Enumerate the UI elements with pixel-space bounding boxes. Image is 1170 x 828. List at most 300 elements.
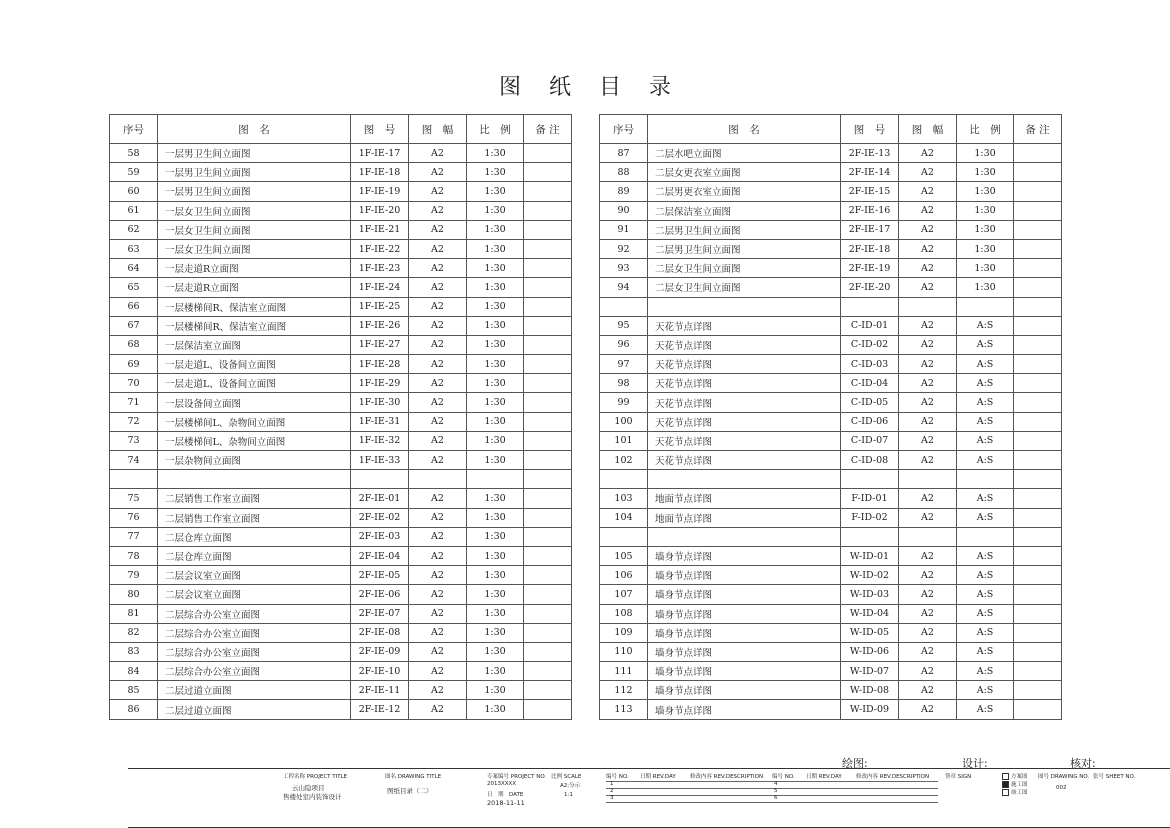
cell-size: A2 (899, 201, 957, 220)
cell-scale: A:S (957, 412, 1014, 431)
cell-note (524, 412, 572, 431)
table-row (600, 623, 1062, 642)
cell-no: 68 (110, 335, 158, 354)
cell-size: A2 (899, 355, 957, 374)
cell-note (524, 662, 572, 681)
table-row (600, 239, 1062, 258)
cell-code: 2F-IE-01 (351, 489, 409, 508)
cell-no: 84 (110, 662, 158, 681)
cell-no: 90 (600, 201, 648, 220)
cell-no: 67 (110, 316, 158, 335)
cell-scale: A:S (957, 431, 1014, 450)
cell-note (1014, 297, 1062, 316)
cell-note (524, 374, 572, 393)
cell-code: 2F-IE-02 (351, 508, 409, 527)
cell-scale: A:S (957, 451, 1014, 470)
table-row (600, 201, 1062, 220)
rev-row-divider (606, 795, 938, 796)
cell-name: 一层楼梯间L、杂物间立面图 (158, 431, 351, 450)
cell-size: A2 (899, 566, 957, 585)
title-char: 纸 (548, 75, 571, 100)
cell-scale: 1:30 (467, 316, 524, 335)
drawing-index-table-right (599, 114, 1062, 720)
cell-scale: 1:30 (467, 662, 524, 681)
cell-code: 1F-IE-23 (351, 259, 409, 278)
cell-scale: A:S (957, 546, 1014, 565)
cell-code: 2F-IE-04 (351, 546, 409, 565)
table-row (600, 163, 1062, 182)
cell-size: A2 (899, 374, 957, 393)
cell-note (1014, 259, 1062, 278)
cell-name: 一层走道L、设备间立面图 (158, 355, 351, 374)
cell-no: 89 (600, 182, 648, 201)
cell-no: 80 (110, 585, 158, 604)
cell-code: 1F-IE-27 (351, 335, 409, 354)
header-name: 图 名 (648, 115, 841, 144)
header-name: 图 名 (158, 115, 351, 144)
cell-no: 101 (600, 431, 648, 450)
cell-size (899, 527, 957, 546)
drawing-no-label: 图号 DRAWING NO. (1038, 774, 1090, 780)
cell-code (841, 297, 899, 316)
cell-name: 墙身节点详图 (648, 623, 841, 642)
cell-size: A2 (409, 355, 467, 374)
cell-name: 二层过道立面图 (158, 700, 351, 719)
cell-size: A2 (409, 412, 467, 431)
cell-note (524, 182, 572, 201)
cell-note (524, 700, 572, 719)
cell-scale: 1:30 (467, 623, 524, 642)
cell-scale: 1:30 (467, 508, 524, 527)
cell-no: 96 (600, 335, 648, 354)
cell-note (1014, 489, 1062, 508)
cell-no: 112 (600, 681, 648, 700)
cell-scale (957, 527, 1014, 546)
cell-scale: A:S (957, 393, 1014, 412)
cell-no: 95 (600, 316, 648, 335)
cell-scale: 1:30 (467, 431, 524, 450)
scale-value-2: 1:1 (564, 792, 573, 798)
cell-code: C-ID-02 (841, 335, 899, 354)
cell-name: 一层走道L、设备间立面图 (158, 374, 351, 393)
cell-code: W-ID-07 (841, 662, 899, 681)
cell-code: 1F-IE-29 (351, 374, 409, 393)
cell-scale: A:S (957, 374, 1014, 393)
cell-size: A2 (409, 297, 467, 316)
date-value: 2018-11-11 (487, 799, 525, 807)
cell-no: 72 (110, 412, 158, 431)
rev-desc-label-2: 修改内容 REV.DESCRIPTION (856, 774, 930, 780)
cell-size: A2 (409, 546, 467, 565)
cell-note (1014, 642, 1062, 661)
cell-no: 86 (110, 700, 158, 719)
cell-size (899, 297, 957, 316)
table-row (600, 508, 1062, 527)
cell-scale: 1:30 (957, 201, 1014, 220)
cell-code: W-ID-08 (841, 681, 899, 700)
cell-scale: A:S (957, 604, 1014, 623)
cell-scale: 1:30 (467, 259, 524, 278)
cell-scale: 1:30 (957, 239, 1014, 258)
cell-scale: 1:30 (467, 144, 524, 163)
cell-code: 1F-IE-22 (351, 239, 409, 258)
cell-no: 97 (600, 355, 648, 374)
table-row (110, 201, 572, 220)
cell-note (1014, 451, 1062, 470)
cell-code: 2F-IE-17 (841, 220, 899, 239)
stage-option[interactable]: 施工图 (1002, 780, 1028, 788)
cell-scale: 1:30 (467, 201, 524, 220)
header-code: 图 号 (841, 115, 899, 144)
cell-scale: A:S (957, 662, 1014, 681)
cell-no: 82 (110, 623, 158, 642)
table-row (600, 278, 1062, 297)
cell-no: 103 (600, 489, 648, 508)
cell-scale: 1:30 (467, 546, 524, 565)
cell-size: A2 (409, 623, 467, 642)
cell-scale (957, 470, 1014, 489)
cell-code: 2F-IE-12 (351, 700, 409, 719)
cell-name: 二层销售工作室立面图 (158, 508, 351, 527)
cell-no: 92 (600, 239, 648, 258)
cell-note (1014, 585, 1062, 604)
cell-code: 2F-IE-16 (841, 201, 899, 220)
cell-scale: 1:30 (467, 566, 524, 585)
cell-code: 1F-IE-26 (351, 316, 409, 335)
cell-scale: 1:30 (467, 412, 524, 431)
cell-name: 天花节点详图 (648, 316, 841, 335)
cell-scale: 1:30 (467, 297, 524, 316)
table-row (110, 163, 572, 182)
cell-size: A2 (409, 642, 467, 661)
cell-code: 2F-IE-08 (351, 623, 409, 642)
cell-scale: A:S (957, 642, 1014, 661)
cell-name: 天花节点详图 (648, 412, 841, 431)
stage-option[interactable]: 方案图 (1002, 772, 1028, 780)
table-row (600, 355, 1062, 374)
table-row (110, 220, 572, 239)
cell-name: 一层女卫生间立面图 (158, 201, 351, 220)
cell-no (110, 470, 158, 489)
cell-size: A2 (899, 335, 957, 354)
cell-code: 2F-IE-18 (841, 239, 899, 258)
cell-name: 二层过道立面图 (158, 681, 351, 700)
cell-size: A2 (409, 201, 467, 220)
cell-code: 1F-IE-25 (351, 297, 409, 316)
table-row (110, 681, 572, 700)
cell-name: 一层走道R立面图 (158, 259, 351, 278)
cell-no: 107 (600, 585, 648, 604)
cell-code: 2F-IE-10 (351, 662, 409, 681)
cell-no: 98 (600, 374, 648, 393)
cell-no: 102 (600, 451, 648, 470)
cell-no: 62 (110, 220, 158, 239)
cell-note (524, 220, 572, 239)
cell-size: A2 (409, 182, 467, 201)
cell-scale: 1:30 (467, 527, 524, 546)
cell-size: A2 (409, 335, 467, 354)
cell-name: 二层销售工作室立面图 (158, 489, 351, 508)
cell-scale: A:S (957, 681, 1014, 700)
cell-size: A2 (899, 412, 957, 431)
cell-note (524, 489, 572, 508)
cell-code: W-ID-03 (841, 585, 899, 604)
cell-note (524, 642, 572, 661)
cell-no: 109 (600, 623, 648, 642)
cell-size: A2 (409, 163, 467, 182)
cell-note (524, 355, 572, 374)
table-row (110, 144, 572, 163)
table-row (600, 335, 1062, 354)
cell-name: 墙身节点详图 (648, 681, 841, 700)
table-row (110, 316, 572, 335)
project-title-label: 工程名称 PROJECT TITLE (283, 774, 348, 780)
cell-size: A2 (899, 700, 957, 719)
design-signature-label: 设计: (962, 757, 988, 770)
cell-note (524, 163, 572, 182)
cell-size: A2 (409, 431, 467, 450)
cell-name: 墙身节点详图 (648, 662, 841, 681)
cell-code: 2F-IE-20 (841, 278, 899, 297)
table-row (110, 278, 572, 297)
cell-size: A2 (899, 604, 957, 623)
cell-no (600, 470, 648, 489)
cell-name: 二层水吧立面图 (648, 144, 841, 163)
table-row (600, 566, 1062, 585)
table-row (110, 700, 572, 719)
drawing-index-table-left (109, 114, 572, 720)
header-note: 备 注 (524, 115, 572, 144)
cell-name: 一层男卫生间立面图 (158, 163, 351, 182)
cell-no (600, 527, 648, 546)
cell-name: 一层男卫生间立面图 (158, 144, 351, 163)
cell-note (1014, 527, 1062, 546)
cell-no: 73 (110, 431, 158, 450)
cell-scale: 1:30 (957, 163, 1014, 182)
cell-note (1014, 355, 1062, 374)
cell-size: A2 (409, 239, 467, 258)
rev-row-divider (606, 781, 938, 782)
cell-code: 2F-IE-09 (351, 642, 409, 661)
sheet-no-label: 张号 SHEET NO. (1093, 774, 1136, 780)
table-row (110, 182, 572, 201)
cell-note (524, 259, 572, 278)
table-header-row (600, 115, 1062, 144)
table-row (110, 239, 572, 258)
cell-scale: 1:30 (467, 182, 524, 201)
cell-name: 天花节点详图 (648, 374, 841, 393)
header-code: 图 号 (351, 115, 409, 144)
table-row (110, 470, 572, 489)
title-char: 录 (649, 75, 672, 100)
cell-note (1014, 163, 1062, 182)
table-row (110, 489, 572, 508)
header-note: 备 注 (1014, 115, 1062, 144)
cell-size: A2 (409, 393, 467, 412)
rev-num: 3 (610, 795, 614, 801)
cell-note (524, 316, 572, 335)
cell-no: 66 (110, 297, 158, 316)
cell-code: 1F-IE-30 (351, 393, 409, 412)
cell-note (1014, 604, 1062, 623)
stage-option[interactable]: 竣工图 (1002, 788, 1028, 796)
cell-code (841, 527, 899, 546)
cell-name (648, 527, 841, 546)
table-row (110, 374, 572, 393)
cell-code: C-ID-05 (841, 393, 899, 412)
cell-name: 一层楼梯间R、保洁室立面图 (158, 297, 351, 316)
cell-no: 110 (600, 642, 648, 661)
cell-size: A2 (899, 662, 957, 681)
cell-size: A2 (899, 220, 957, 239)
cell-name: 二层综合办公室立面图 (158, 642, 351, 661)
table-row (600, 489, 1062, 508)
table-row (600, 144, 1062, 163)
cell-note (1014, 412, 1062, 431)
rev-desc-label: 修改内容 REV.DESCRIPTION (690, 774, 764, 780)
header-scale: 比 例 (957, 115, 1014, 144)
cell-code: 2F-IE-13 (841, 144, 899, 163)
cell-name: 地面节点详图 (648, 489, 841, 508)
table-row (600, 297, 1062, 316)
cell-name: 一层女卫生间立面图 (158, 220, 351, 239)
cell-note (524, 527, 572, 546)
table-row (110, 412, 572, 431)
cell-name: 墙身节点详图 (648, 642, 841, 661)
table-row (110, 393, 572, 412)
cell-scale: A:S (957, 508, 1014, 527)
cell-scale: 1:30 (467, 451, 524, 470)
scale-value-1: A2:分示 (560, 783, 581, 789)
cell-size: A2 (409, 700, 467, 719)
cell-code (841, 470, 899, 489)
cell-note (1014, 470, 1062, 489)
cell-name: 地面节点详图 (648, 508, 841, 527)
cell-note (524, 508, 572, 527)
cell-size: A2 (409, 316, 467, 335)
table-row (600, 374, 1062, 393)
cell-code: W-ID-01 (841, 546, 899, 565)
cell-code: W-ID-05 (841, 623, 899, 642)
table-row (600, 451, 1062, 470)
cell-code: C-ID-01 (841, 316, 899, 335)
cell-size: A2 (899, 508, 957, 527)
cell-no: 104 (600, 508, 648, 527)
cell-note (1014, 316, 1062, 335)
cell-size: A2 (409, 566, 467, 585)
cell-name: 二层男卫生间立面图 (648, 220, 841, 239)
cell-no: 94 (600, 278, 648, 297)
table-row (110, 566, 572, 585)
cell-size: A2 (899, 431, 957, 450)
cell-name: 一层杂物间立面图 (158, 451, 351, 470)
cell-code: 1F-IE-18 (351, 163, 409, 182)
table-row (600, 393, 1062, 412)
cell-name: 二层保洁室立面图 (648, 201, 841, 220)
cell-no: 106 (600, 566, 648, 585)
cell-name (648, 297, 841, 316)
cell-name: 一层楼梯间L、杂物间立面图 (158, 412, 351, 431)
cell-size: A2 (409, 259, 467, 278)
cell-name: 天花节点详图 (648, 355, 841, 374)
table-row (110, 527, 572, 546)
cell-scale: 1:30 (467, 355, 524, 374)
cell-name: 天花节点详图 (648, 451, 841, 470)
cell-note (1014, 662, 1062, 681)
cell-no: 64 (110, 259, 158, 278)
cell-no: 93 (600, 259, 648, 278)
cell-name: 二层综合办公室立面图 (158, 623, 351, 642)
cell-size: A2 (409, 585, 467, 604)
cell-code: 1F-IE-21 (351, 220, 409, 239)
page-title (0, 70, 1170, 101)
table-row (600, 700, 1062, 719)
cell-no: 65 (110, 278, 158, 297)
cell-code: 1F-IE-32 (351, 431, 409, 450)
cell-scale: 1:30 (467, 681, 524, 700)
cell-size: A2 (899, 144, 957, 163)
checkbox-checked-icon (1002, 781, 1009, 788)
sign-label: 签章 SIGN (945, 774, 972, 780)
cell-name: 二层女卫生间立面图 (648, 278, 841, 297)
cell-note (1014, 566, 1062, 585)
cell-name: 二层男卫生间立面图 (648, 239, 841, 258)
rev-no-label-2: 编号 NO. (772, 774, 795, 780)
cell-scale: A:S (957, 623, 1014, 642)
cell-code: C-ID-03 (841, 355, 899, 374)
cell-size: A2 (899, 585, 957, 604)
cell-no: 108 (600, 604, 648, 623)
cell-name: 二层会议室立面图 (158, 585, 351, 604)
table-row (110, 604, 572, 623)
cell-note (524, 239, 572, 258)
cell-code: 2F-IE-19 (841, 259, 899, 278)
cell-scale (467, 470, 524, 489)
project-title-line2: 售楼处室内装饰设计 (283, 793, 342, 801)
cell-note (1014, 278, 1062, 297)
cell-note (524, 393, 572, 412)
cell-code: W-ID-02 (841, 566, 899, 585)
cell-code: 1F-IE-19 (351, 182, 409, 201)
cell-note (524, 201, 572, 220)
cell-scale: 1:30 (957, 278, 1014, 297)
cell-name: 一层楼梯间R、保洁室立面图 (158, 316, 351, 335)
cell-size: A2 (409, 220, 467, 239)
table-row (600, 470, 1062, 489)
cell-code (351, 470, 409, 489)
cell-no: 76 (110, 508, 158, 527)
cell-name: 二层会议室立面图 (158, 566, 351, 585)
cell-note (1014, 144, 1062, 163)
cell-note (1014, 508, 1062, 527)
table-row (600, 259, 1062, 278)
cell-scale: A:S (957, 585, 1014, 604)
cell-no: 69 (110, 355, 158, 374)
table-row (110, 642, 572, 661)
checkbox-icon (1002, 789, 1009, 796)
cell-scale: A:S (957, 355, 1014, 374)
cell-no (600, 297, 648, 316)
cell-note (524, 278, 572, 297)
rev-num: 1 (610, 781, 614, 787)
cell-name: 一层保洁室立面图 (158, 335, 351, 354)
cell-scale: A:S (957, 489, 1014, 508)
cell-code: 1F-IE-28 (351, 355, 409, 374)
cell-scale: 1:30 (467, 489, 524, 508)
cell-size: A2 (409, 662, 467, 681)
table-row (600, 182, 1062, 201)
cell-code: 2F-IE-15 (841, 182, 899, 201)
